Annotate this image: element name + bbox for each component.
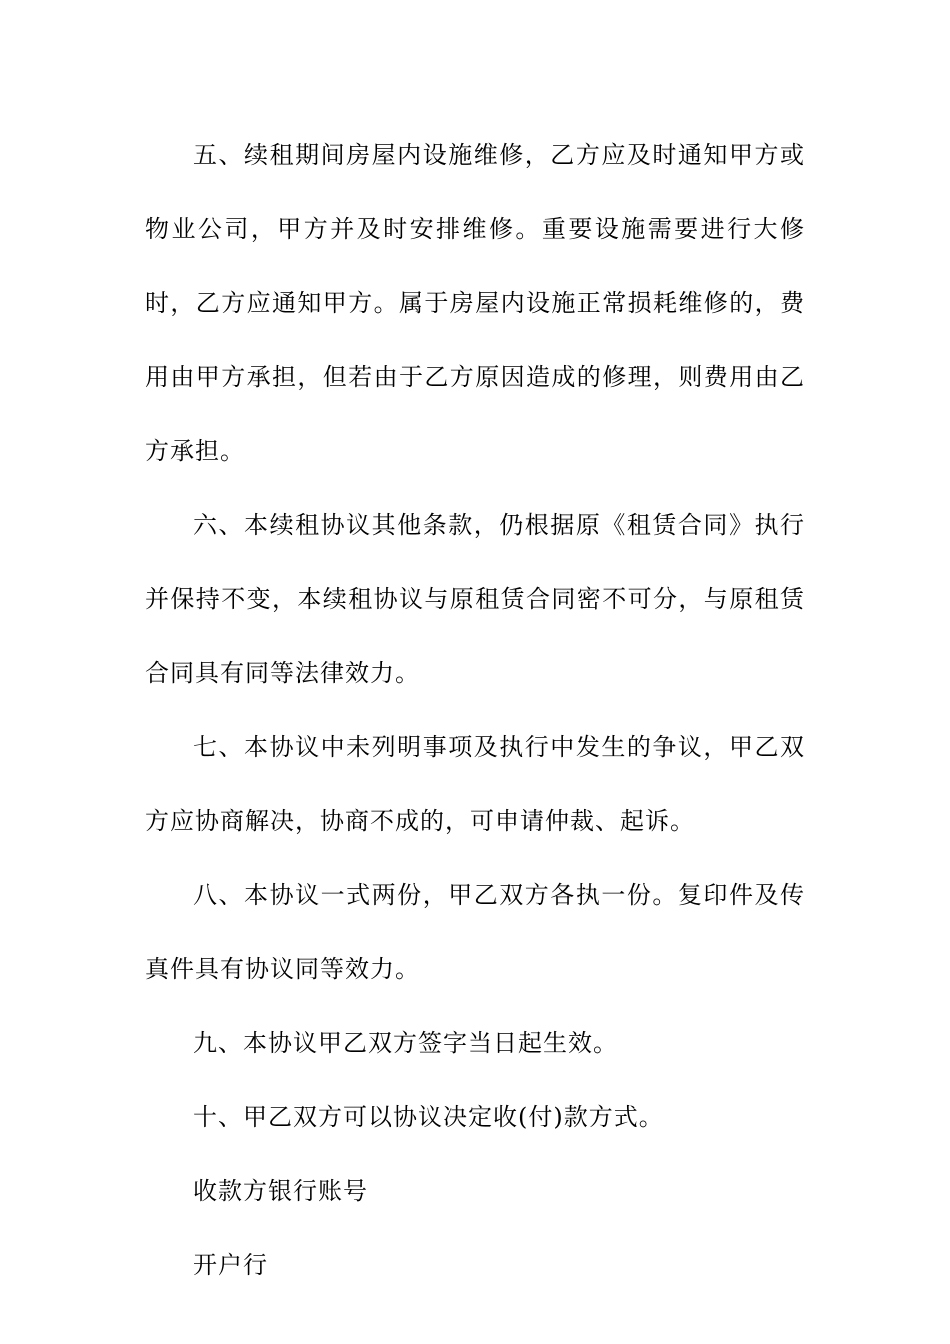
clause-nine: 九、本协议甲乙双方签字当日起生效。 bbox=[193, 1029, 618, 1057]
clause-ten: 十、甲乙双方可以协议决定收(付)款方式。 bbox=[193, 1103, 664, 1131]
clause-eight: 八、本协议一式两份，甲乙双方各执一份。复印件及传真件具有协议同等效力。 bbox=[145, 881, 805, 983]
clause-six: 六、本续租协议其他条款，仍根据原《租赁合同》执行并保持不变，本续租协议与原租赁合同密不可分，与原租赁合同具有同等法律效力。 bbox=[145, 511, 805, 687]
document-body bbox=[145, 118, 805, 1302]
bank-account-label: 收款方银行账号 bbox=[193, 1177, 368, 1205]
bank-branch-label: 开户行 bbox=[193, 1251, 268, 1279]
clause-five: 五、续租期间房屋内设施维修，乙方应及时通知甲方或物业公司，甲方并及时安排维修。重要设施需要进行大修时，乙方应通知甲方。属于房屋内设施正常损耗维修的，费用由甲方承担，但若由于乙方原因造成的修理，则费用由乙方承担。 bbox=[145, 141, 805, 465]
clause-seven: 七、本协议中未列明事项及执行中发生的争议，甲乙双方应协商解决，协商不成的，可申请仲裁、起诉。 bbox=[145, 733, 805, 835]
